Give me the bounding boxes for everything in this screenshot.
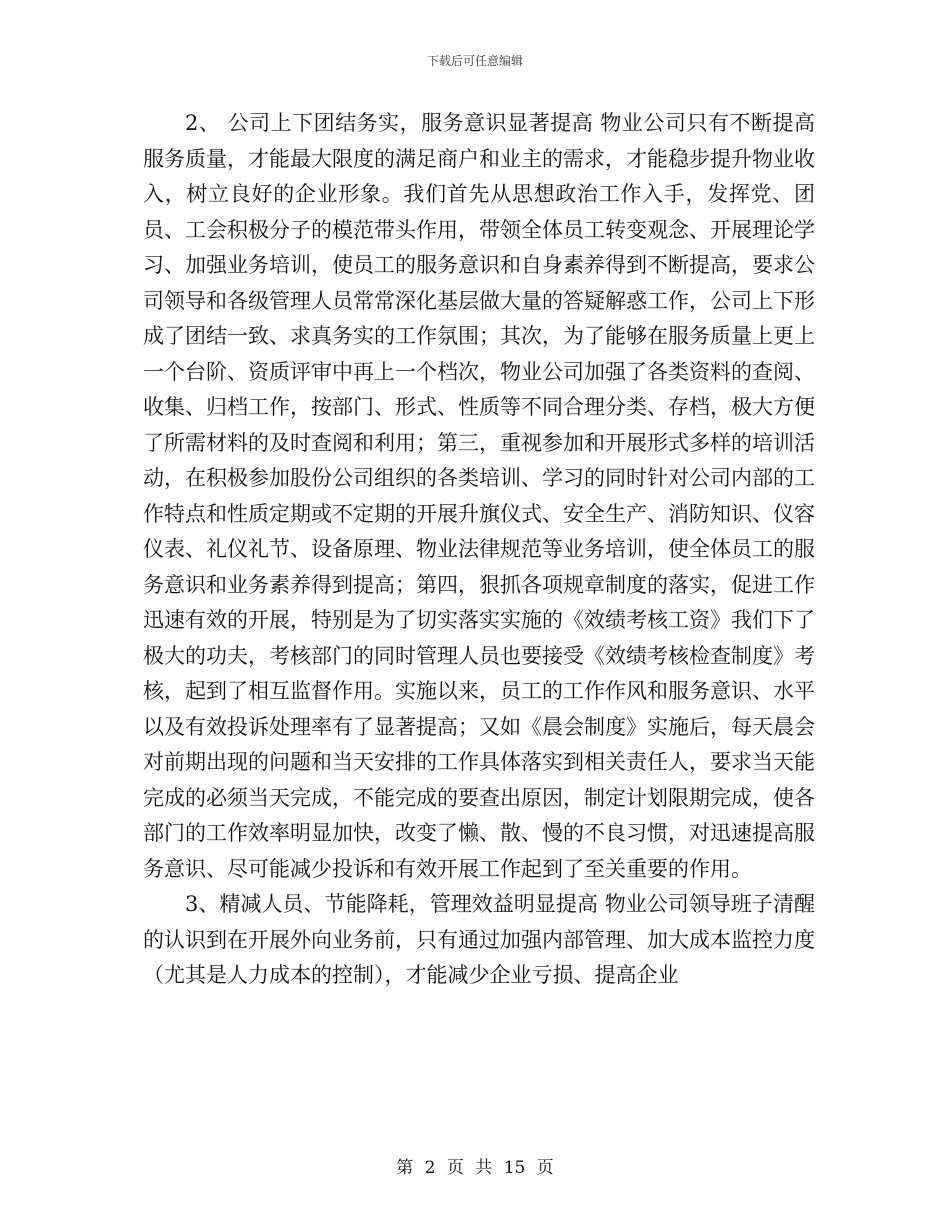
footer-page-number: 2 [424, 1158, 436, 1178]
page-header: 下载后可任意编辑 [426, 54, 523, 68]
footer-page-word: 页 [446, 1158, 464, 1178]
document-body [143, 106, 815, 994]
paragraph-2: 2、 公司上下团结务实，服务意识显著提高 物业公司只有不断提高服务质量，才能最大限度的满足商户和业主的需求，才能稳步提升物业收入，树立良好的企业形象。我们首先从思想政治工作入手，发挥党、团员、工会积极分子的模范带头作用，带领全体员工转变观念、开展理论学习、加强业务培训，使员工的服务意识和自身素养得到不断提高，要求公司领导和各级管理人员常常深化基层做大量的答疑解惑工作，公司上下形成了团结一致、求真务实的工作氛围；其次，为了能够在服务质量上更上一个台阶、资质评审中再上一个档次，物业公司加强了各类资料的查阅、收集、归档工作，按部门、形式、性质等不同合理分类、存档，极大方便了所需材料的及时查阅和利用；第三，重视参加和开展形式多样的培训活动，在积极参加股份公司组织的各类培训、学习的同时针对公司内部的工作特点和性质定期或不定期的开展升旗仪式、安全生产、消防知识、仪容仪表、礼仪礼节、设备原理、物业法律规范等业务培训，使全体员工的服务意识和业务素养得到提高；第四，狠抓各项规章制度的落实，促进工作迅速有效的开展，特别是为了切实落实实施的《效绩考核工资》我们下了极大的功夫，考核部门的同时管理人员也要接受《效绩考核检查制度》考核，起到了相互监督作用。实施以来，员工的工作作风和服务意识、水平以及有效投诉处理率有了显著提高；又如《晨会制度》实施后，每天晨会对前期出现的问题和当天安排的工作具体落实到相关责任人，要求当天能完成的必须当天完成，不能完成的要查出原因，制定计划限期完成，使各部门的工作效率明显加快，改变了懒、散、慢的不良习惯，对迅速提高服务意识、尽可能减少投诉和有效开展工作起到了至关重要的作用。 [143, 111, 815, 881]
footer-total-word: 共 [475, 1158, 493, 1178]
paragraph-3: 3、精减人员、节能降耗，管理效益明显提高 物业公司领导班子清醒的认识到在开展外向业务前，只有通过加强内部管理、加大成本监控力度（尤其是人力成本的控制），才能减少企业亏损、提高企业 [143, 892, 815, 987]
footer-prefix: 第 [396, 1158, 414, 1178]
footer-suffix: 页 [536, 1158, 554, 1178]
page-footer [0, 1153, 950, 1178]
footer-total-pages: 15 [503, 1158, 526, 1178]
